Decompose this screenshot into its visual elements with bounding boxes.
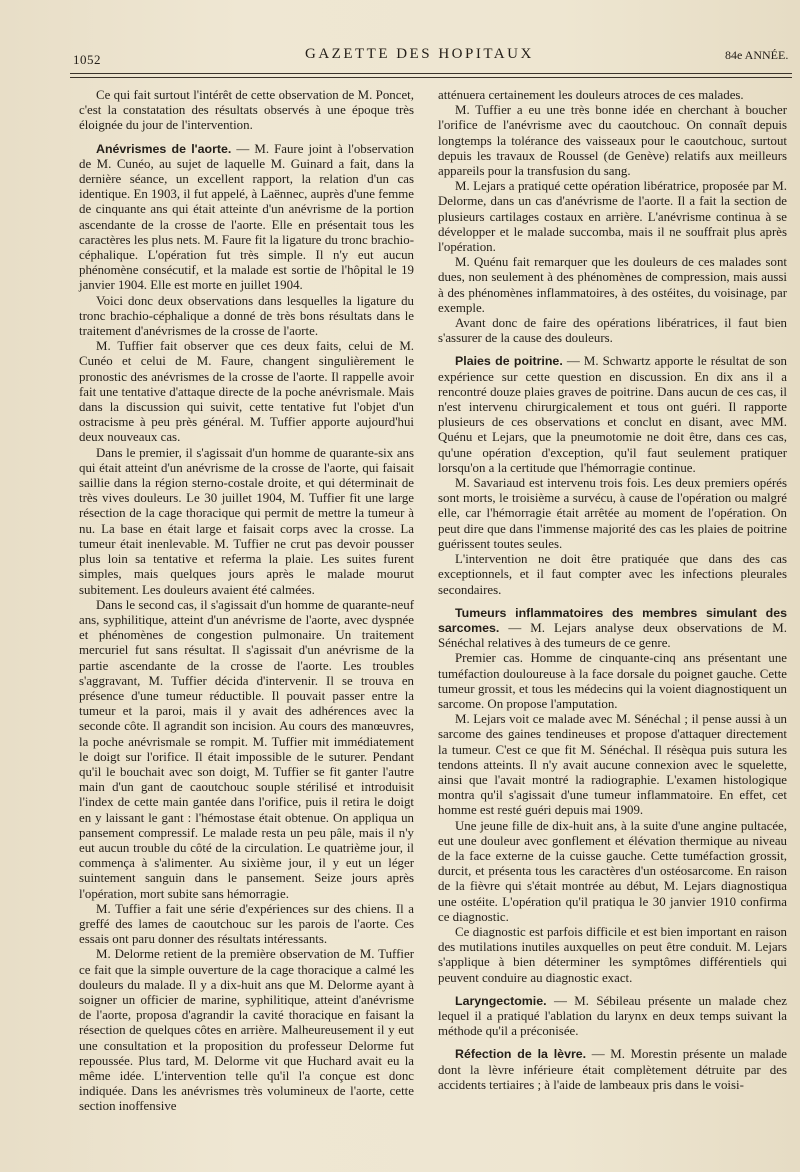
left-column	[79, 88, 414, 1115]
paragraph: M. Lejars voit ce malade avec M. Sénéchal ; il pense aussi à un sarcome des gaines tendineuses et propose d'attaquer directement la tumeur. C'est ce que fit M. Sénéchal. Il résèqua puis sutura les tendons atteints. Il n'y avait aucune connexion avec le squelette, ainsi que l'avait montré la radiographie. L'examen histologique montra qu'il s'agissait d'une tumeur inflammatoire. En effet, cet homme est resté guéri depuis mai 1909.	[438, 712, 787, 818]
section-title: Laryngectomie.	[455, 993, 547, 1008]
paragraph: L'intervention ne doit être pratiquée que dans des cas exceptionnels, et il faut compter avec les infections pleurales secondaires.	[438, 552, 787, 597]
paragraph: Une jeune fille de dix-huit ans, à la suite d'une angine pultacée, eut une douleur avec gonflement et élévation thermique au niveau de la face externe de la cuisse gauche. Cette tuméfaction grossit, durcit, et présenta tous les caractères d'un ostéosarcome. En raison de la fièvre qui s'était montrée au début, M. Lejars diagnostiqua une ostéite. L'opération qu'il pratiqua le 30 janvier 1910 confirma ce diagnostic.	[438, 818, 787, 924]
paragraph: M. Tuffier a eu une très bonne idée en cherchant à boucher l'orifice de l'anévrisme avec du caoutchouc. On connaît depuis longtemps la tolérance des vaisseaux pour le caoutchouc, surtout depuis les travaux de Roussel (de Genève) relatifs aux meilleurs appareils pour la transfusion du sang.	[438, 103, 787, 179]
year-label: 84e ANNÉE.	[725, 48, 789, 62]
right-column	[438, 88, 787, 1093]
header-rule-top	[70, 73, 792, 74]
paragraph-text: — M. Schwartz apporte le résultat de son expérience sur cette question en discussion. En dix ans il a rencontré douze plaies graves de poitrine. Dans aucun de ces cas, il n'est intervenu chirurgicalement et tous ont guéri. Il rapporte plusieurs de ces observations et conclut en disant, avec MM. Quénu et Lejars, que la pneumotomie ne doit être, dans ces cas, qu'une opération d'exception, qu'il faut seulement pratiquer lorsqu'on a la certitude que l'hémorragie continue.	[438, 354, 787, 475]
paragraph: Dans le second cas, il s'agissait d'un homme de quarante-neuf ans, syphilitique, atteint d'un anévrisme de l'aorte, avec dyspnée et phénomènes de congestion pulmonaire. Un traitement mercuriel fut sans résultat. Il s'agissait d'un anévrisme de la partie ascendante de la crosse de l'aorte. Les troubles s'aggravant, M. Tuffier décida d'intervenir. Il se trouva en présence d'une tumeur réductible. Il pouvait passer entre la tumeur et la paroi, mais il y avait des adhérences avec la seconde côte. Il agrandit son incision. Au cours des manœuvres, la poche anévrismale se rompit. M. Tuffier mit immédiatement le doigt sur l'orifice. Il était impossible de le suturer. Pendant qu'il le bouchait avec son doigt, M. Tuffier se fit ganter l'autre main d'un gant de caoutchouc souple stérilisé et introduisit l'index de cette main gantée dans l'orifice, puis il retira le doigt en y laissant le gant : l'hémostase était obtenue. On appliqua un pansement compressif. Le malade resta un peu pâle, mais il n'y eut aucun trouble du côté de la circulation. Le quatrième jour, il commença à s'alimenter. Au sixième jour, il y eut un léger suintement sanguin dans le pansement. Seize jours après l'opération, mort subite sans hémorragie.	[79, 597, 414, 901]
section-title: Réfection de la lèvre.	[455, 1047, 587, 1062]
header-rule-bottom	[70, 77, 792, 78]
paragraph: M. Tuffier a fait une série d'expériences sur des chiens. Il a greffé des lames de caoutchouc sur les parois de l'aorte. Ces essais ont paru donner des résultats intéressants.	[79, 901, 414, 947]
section-laryngectomy	[438, 994, 787, 1040]
section-title: Anévrismes de l'aorte.	[96, 141, 232, 156]
paragraph: Ce qui fait surtout l'intérêt de cette observation de M. Poncet, c'est la constatation des résultats observés à une époque très éloignée du jour de l'intervention.	[79, 88, 414, 133]
paragraph: M. Savariaud est intervenu trois fois. Les deux premiers opérés sont morts, le troisième a survécu, à cause de l'opération ou malgré elle, car l'hémorragie était arrêtée au moment de l'opération. On peut dire que dans l'immense majorité des cas les plaies de poitrine guérissent toutes seules.	[438, 476, 787, 551]
page-number: 1052	[73, 52, 101, 67]
paragraph: M. Tuffier fait observer que ces deux faits, celui de M. Cunéo et celui de M. Faure, changent singulièrement le pronostic des anévrismes de la crosse de l'aorte. Il rappelle avoir fait une tentative d'attaque directe de la poche anévrismale. Mais dans la discussion qui suivit, cette tentative fut l'objet d'un ostracisme à peu près général. M. Tuffier apporte aujourd'hui deux nouveaux cas.	[79, 339, 414, 445]
section-chest-wounds	[438, 354, 787, 476]
paragraph: Voici donc deux observations dans lesquelles la ligature du tronc brachio-céphalique a donné de très bons résultats dans le traitement d'anévrismes de la crosse de l'aorte.	[79, 293, 414, 339]
paragraph: M. Quénu fait remarquer que les douleurs de ces malades sont dues, non seulement à des phénomènes de compression, mais aussi à des phénomènes inflammatoires, à des ostéites, du voisinage, par exemple.	[438, 255, 787, 315]
paragraph-text: — M. Sébileau présente un malade chez lequel il a pratiqué l'ablation du larynx en deux temps suivant la méthode qu'il a préconisée.	[438, 993, 787, 1039]
section-inflammatory-tumors	[438, 606, 787, 652]
paragraph-text: — M. Lejars analyse deux observations de M. Sénéchal relatives à des tumeurs de ce genre.	[438, 620, 787, 651]
section-title: Plaies de poitrine.	[455, 354, 563, 369]
paragraph: atténuera certainement les douleurs atroces de ces malades.	[438, 88, 744, 102]
section-title: Tumeurs inflammatoires des membres simulant des sarcomes.	[438, 605, 787, 635]
paragraph: Avant donc de faire des opérations libératrices, il faut bien s'assurer de la cause des douleurs.	[438, 316, 787, 346]
section-aneurysm	[79, 142, 414, 294]
paragraph: M. Delorme retient de la première observation de M. Tuffier ce fait que la simple ouverture de la cage thoracique a calmé les douleurs du malade. Il y a dix-huit ans que M. Delorme ayant à soigner un officier de marine, syphilitique, atteint d'anévrisme de l'aorte, proposa d'agrandir la cavité thoracique en faisant la résection de quelques côtes en arrière. Malheureusement il y eut une consultation et la proposition du professeur Delorme fut repoussée. Plus tard, M. Delorme vit que Huchard avait eu la même idée. L'intervention telle qu'il l'a conçue est donc indiquée. Dans les anévrismes très volumineux de l'aorte, cette section inoffensive	[79, 947, 414, 1114]
paragraph: Premier cas. Homme de cinquante-cinq ans présentant une tuméfaction douloureuse à la face dorsale du poignet gauche. Cette tumeur grossit, et tous les médecins qui la voient diagnostiquent un sarcome. On propose l'amputation.	[438, 651, 787, 711]
page-header	[0, 40, 800, 70]
paragraph: M. Lejars a pratiqué cette opération libératrice, proposée par M. Delorme, dans un cas d'anévrisme de l'aorte. Il a fait la section de plusieurs cartilages costaux en arrière. L'anévrisme continua à se développer et le malade succomba, mais il ne souffrait plus après l'opération.	[438, 179, 787, 255]
section-lip-repair	[438, 1047, 787, 1093]
paragraph-text: — M. Faure joint à l'observation de M. Cunéo, au sujet de laquelle M. Guinard a fait, dans la dernière séance, un excellent rapport, la relation d'un cas identique. En 1903, il fut appelé, à Laënnec, auprès d'une femme de cinquante ans qui était atteinte d'un anévrisme de la portion ascendante de la crosse de l'aorte. Elle en présentait tous les caractères les plus nets. M. Faure fit la ligature du tronc brachio-céphalique. L'opération fut très simple. Il n'y eut aucun phénomène consécutif, et la malade est sortie de l'hôpital le 19 janvier 1904. Elle est morte en juillet 1904.	[79, 141, 414, 293]
paragraph: Dans le premier, il s'agissait d'un homme de quarante-six ans qui était atteint d'un anévrisme de la crosse de l'aorte, qui faisait saillie dans la région sterno-costale droite, et qui déterminait de très vives douleurs. Le 30 juillet 1904, M. Tuffier fit une large résection de la cage thoracique qui permit de mettre la tumeur à nu. La base en était large et faisait corps avec la crosse. La tumeur était inenlevable. M. Tuffier ne crut pas devoir pousser plus loin sa tentative et referma la plaie. Les suites furent simples, mais quelques jours après le malade mourut subitement. Les douleurs avaient été calmées.	[79, 445, 414, 597]
journal-title: GAZETTE DES HOPITAUX	[305, 46, 534, 62]
paragraph: Ce diagnostic est parfois difficile et est bien important en raison des mutilations inutiles auxquelles on peut être conduit. M. Lejars s'applique à bien déterminer les symptômes différentiels qui peuvent conduire au diagnostic exact.	[438, 924, 787, 985]
paragraph-text: — M. Morestin présente un malade dont la lèvre inférieure était complètement détruite par des accidents tertiaires ; à l'aide de lambeaux pris dans le voisi-	[438, 1047, 787, 1092]
